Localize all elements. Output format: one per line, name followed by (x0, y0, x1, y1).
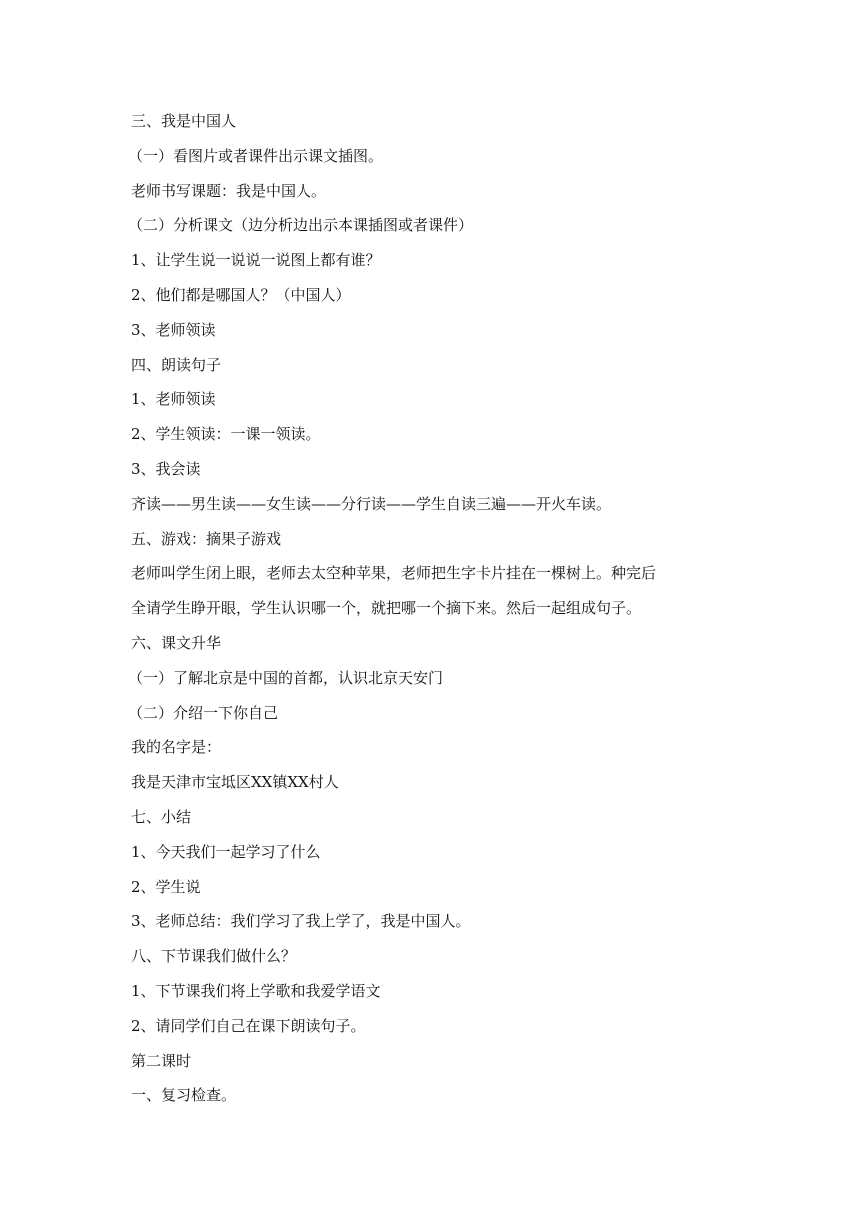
lesson-heading: 第二课时 (131, 1051, 192, 1070)
section-heading: 八、下节课我们做什么？ (131, 947, 297, 966)
list-item: 3、老师领读 (131, 320, 216, 339)
list-item: 2、他们都是哪国人？（中国人） (131, 285, 351, 304)
paragraph-line: （二）分析课文（边分析边出示本课插图或者课件） (128, 216, 474, 235)
list-item: 1、下节课我们将上学歌和我爱学语文 (131, 981, 381, 1000)
section-heading: 六、课文升华 (131, 633, 222, 652)
paragraph-line: 齐读——男生读——女生读——分行读——学生自读三遍——开火车读。 (131, 494, 612, 513)
document-body (128, 104, 731, 1113)
paragraph-line: （一）了解北京是中国的首都，认识北京天安门 (128, 668, 444, 687)
list-item: 1、今天我们一起学习了什么 (131, 842, 321, 861)
paragraph-line: （一）看图片或者课件出示课文插图。 (128, 146, 384, 165)
paragraph-line: 全请学生睁开眼，学生认识哪一个，就把哪一个摘下来。然后一起组成句子。 (131, 599, 642, 618)
paragraph-line: 老师书写课题：我是中国人。 (131, 181, 327, 200)
section-heading: 三、我是中国人 (131, 112, 237, 130)
paragraph-line: 老师叫学生闭上眼，老师去太空种苹果，老师把生字卡片挂在一棵树上。种完后 (131, 564, 657, 583)
section-heading: 七、小结 (131, 807, 192, 826)
paragraph-line: 我是天津市宝坻区XX镇XX村人 (131, 773, 339, 792)
section-heading: 一、复习检查。 (131, 1086, 237, 1105)
list-item: 2、请同学们自己在课下朗读句子。 (131, 1016, 366, 1035)
list-item: 1、让学生说一说说一说图上都有谁？ (131, 251, 381, 270)
section-heading: 四、朗读句子 (131, 355, 222, 374)
section-heading: 五、游戏：摘果子游戏 (131, 529, 282, 548)
paragraph-line: （二）介绍一下你自己 (128, 703, 279, 722)
list-item: 3、老师总结：我们学习了我上学了，我是中国人。 (131, 912, 471, 931)
list-item: 3、我会读 (131, 459, 201, 478)
paragraph-line: 我的名字是： (131, 738, 222, 757)
list-item: 2、学生领读：一课一领读。 (131, 425, 321, 444)
list-item: 2、学生说 (131, 877, 201, 896)
list-item: 1、老师领读 (131, 390, 216, 409)
